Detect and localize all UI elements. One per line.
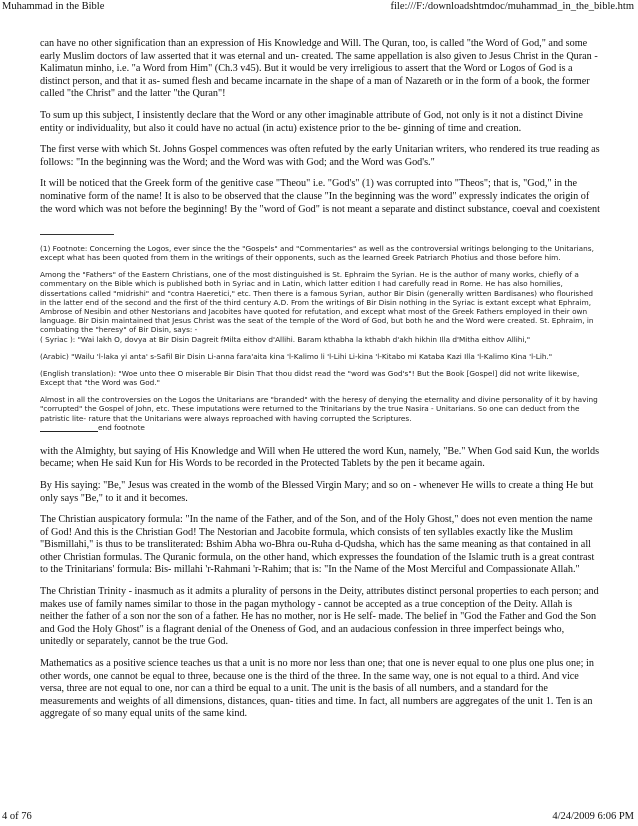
body-paragraph: To sum up this subject, I insistently declare that the Word or any other imaginable attribute of God, not only is it not a distinct Divine entity or individuality, but also it could have no actual (in actu) existence prior to the be- ginning of time and creation.: [40, 109, 583, 134]
footnote-end-line: [40, 423, 600, 432]
body-paragraph: By His saying: "Be," Jesus was created in the womb of the Blessed Virgin Mary; and so on - whenever He wills to create a thing He but only says "Be," to it and it becomes.: [40, 479, 594, 504]
body-paragraph: can have no other signification than an expression of His Knowledge and Will. The Quran, too, is called "the Word of God," and some early Muslim doctors of law asserted that it was eternal and un- created. The same appellation is also given to Jesus Christ in the Quran - Kalimatun minho, i.e. "a Word from Him" (Ch.3 v45). But it would be very irreligious to assert that the Word or Logos of God is a distinct person, and that it as- sumed flesh and became incarnate in the shape of a man of Nazareth or in the form of a book, the former called "the Christ" and the latter "the Quran"!: [40, 38, 598, 100]
footnote-paragraph: (English translation): "Woe unto thee O miserable Bir Disin That thou didst read the "word was God's"! But the Book [Gospel] did not write likewise, Except that "the Word was God.": [40, 369, 580, 388]
body-paragraph: with the Almighty, but saying of His Knowledge and Will when He uttered the word Kun, namely, "Be." When God said Kun, the worlds became; when He said Kun for His Words to be recorded in the Protected Tablets by the pen it became again.: [40, 445, 600, 470]
print-datetime: 4/24/2009 6:06 PM: [552, 811, 634, 822]
body-paragraph: It will be noticed that the Greek form of the genitive case "Theou" i.e. "God's" (1) was corrupted into "Theos"; that is, "God," in the nominative form of the name! It is also to be observed that the clause "In the beginning was the word" expressly indicates the origin of the word which was not before the beginning! By the "word of God" is not meant a separate and distinct substance, coeval and coexistent: [40, 178, 600, 215]
body-paragraph: Mathematics as a positive science teaches us that a unit is no more nor less than one; that one is never equal to one plus one plus one; in other words, one cannot be equal to three, because one is the third of the three. In the same way, one is not equal to a third. And vice versa, three are not equal to one, nor can a third be equal to a unit. The unit is the basis of all numbers, and a standard for the measurements and weights of all dimensions, distances, quan- tities and time. In fact, all numbers are aggregates of the unit 1. Ten is an aggregate of so many equal units of the same kind.: [40, 658, 594, 720]
footnote-paragraph: Among the "Fathers" of the Eastern Christians, one of the most distinguished is St. Ephraim the Syrian. He is the author of many works, chiefly of a commentary on the Bible which is published both in Syriac and in Latin, which latter edition I had carefully read in Rome. He has also homilies, dissertations called "midrishi" and "contra Haeretici," etc. Then there is a famous Syrian, author Bir Disin (generally written Bardisanes) who flourished in the latter end of the second and the first of the third century A.D. From the writings of Bir Disin nothing in the Syriac is extant except what Ephraim, Ambrose of Nesibin and other Nestorians and Jacobites have quoted for refutation, and except what most of the Greek Fathers employed in their own language. Bir Disin maintained that Jesus Christ was the seat of the temple of the Word of God, but both he and the Word were created. St. Ephraim, in combating the "heresy" of Bir Disin, says: -: [40, 270, 594, 334]
footnote-paragraph: ( Syriac ): "Wai lakh O, dovya at Bir Disin Dagreit fMilta eithov d'Allihi. Baram kthabha la kthabh d'akh hikhin Illa d'Mitha eithov Allihi,": [40, 334, 531, 344]
body-paragraph: The Christian auspicatory formula: "In the name of the Father, and of the Son, and of the Holy Ghost," does not even mention the name of God! And this is the Christian God! The Nestorian and Jacobite formula, which consists of ten syllables exactly like the Muslim "Bismillahi," is thus to be transliterated: Bshim Abha wo-Bhra ou-Ruha d-Qudsha, which has the same meaning as that contained in all other Christian formulas. The Quranic formula, on the other hand, which expresses the foundation of the Islamic truth is a great contrast to the Trinitarians' formula: Bis- millahi 'r-Rahmani 'r-Rahim; that is: "In the Name of the Most Merciful and Compassionate Allah.": [40, 514, 595, 576]
footnote-paragraph: [40, 395, 600, 431]
footnote-paragraph: (Arabic) "Wailu 'l-laka yi anta' s-Safil Bir Disin Li-anna fara'aita kina 'l-Kalimo li 'l-Lihi Li-kina 'l-Kitabo mi Kataba Kazi Illa 'l-Kalimo Kina 'l-Lih.": [40, 352, 553, 362]
page-header-path: file:///F:/downloadshtmdoc/muhammad_in_the_bible.htm: [390, 1, 634, 12]
page-header-title: Muhammad in the Bible: [2, 1, 105, 12]
footnote-end-rule: [40, 423, 98, 432]
body-paragraph: The first verse with which St. Johns Gospel commences was often refuted by the early Unitarian writers, who rendered its true reading as follows: "In the beginning was the Word; and the Word was with God; and the Word was God's.": [40, 144, 600, 168]
body-paragraph: The Christian Trinity - inasmuch as it admits a plurality of persons in the Deity, attributes distinct personal properties to each person; and makes use of family names similar to those in the pagan mythology - cannot be accepted as a true conception of the Deity. Allah is neither the father of a son nor the son of a father. He has no mother, nor is He self- made. The belief in "God the Father and God the Son and God the Holy Ghost" is a flagrant denial of the Oneness of God, and an audacious confession in three imperfect beings who, unitedly or separately, cannot be the true God.: [40, 586, 599, 648]
footnote-text: Almost in all the controversies on the Logos the Unitarians are "branded" with the heresy of denying the eternality and divine personality of it by having "corrupted" the Gospel of John, etc. These imputations were returned to the Trinitarians by the true Nasira - Unitarians. So one can deduct from the patristic lite- rature that the Unitarians were always reproached with having corrupted the Scriptures.: [40, 395, 598, 423]
document-body: [40, 38, 600, 730]
footnote-paragraph: (1) Footnote: Concerning the Logos, ever since the the "Gospels" and "Commentaries" as well as the controversial writings belonging to the Unitarians, except what has been quoted from them in the writings of their opponents, such as the learned Greek Patriarch Photius and those before him.: [40, 244, 594, 263]
footnote-end-marker: end footnote: [98, 422, 145, 432]
footnote-block: [40, 244, 600, 432]
page-number: 4 of 76: [2, 811, 32, 822]
footnote-divider: [40, 234, 114, 235]
